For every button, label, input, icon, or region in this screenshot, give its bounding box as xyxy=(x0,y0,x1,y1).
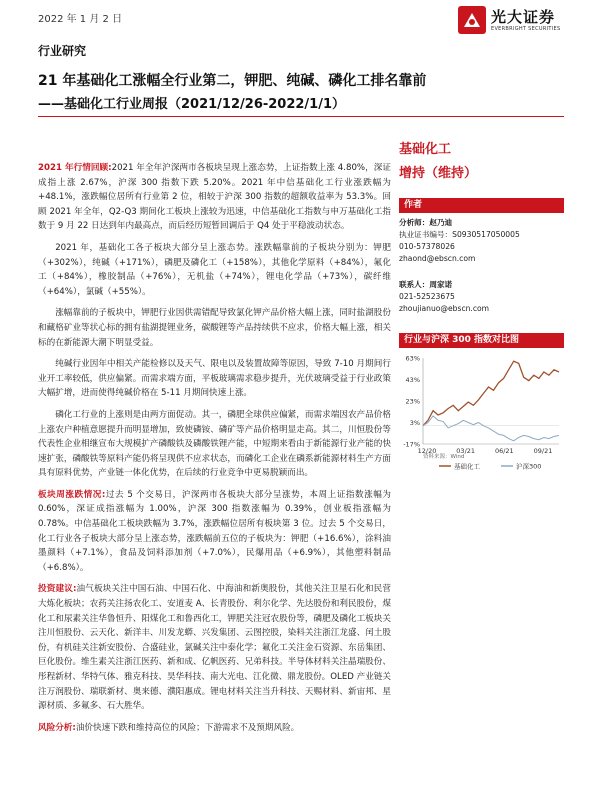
text-investment: 油气板块关注中国石油、中国石化、中海油和新奥股份，其他关注卫星石化和民营大炼化板块；农药关注扬农化工、安道麦 A、长青股份、利尔化学、先达股份和利民股份，煤化工和尿素关注华鲁恒升、阳煤化工和鲁西化工，钾肥关注冠农股份等，磷肥及磷化工板块关注川恒股份、云天化、新洋丰、川发龙蟒、兴发集团、云图控股，染料关注浙江龙盛、闰土股份，有机硅关注新安股份、合盛硅业，氯碱关注中泰化学；氟化工关注金石资源、东岳集团、巨化股份。维生素关注浙江医药、新和成、亿帆医药、兄弟科技。半导体材料关注晶瑞股份、彤程新材、华特气体、雅克科技、昊华科技、南大光电、江化微、鼎龙股份。OLED 产业链关注万润股份、瑞联新材、奥来德、濮阳惠成。锂电材料关注当升科技、天赐材料、新宙邦、星源材质、多氟多、石大胜华。 xyxy=(38,584,392,712)
para-phosphorus: 磷化工行业的上涨则是由两方面促动。其一，磷肥全球供应偏紧，而需求端因农产品价格上涨农户种植意愿提升而明显增加，致使磷铵、磷矿等产品价格明显走高。其二，川恒股份等代表性企业相继宣布大规模扩产磷酸铁及磷酸铁锂产能，中短期来看由于新能源行业产能的快速扩张，磷酸铁等原料产能仍将呈现供不应求状态，而磷化工企业在磷系新能源材料生产方面具有原料优势，产业链一体化优势，在后续的行业竞争中更易脱颖而出。 xyxy=(38,409,391,479)
legend-label-0: 基础化工 xyxy=(454,462,480,471)
text-weekly: 过去 5 个交易日，沪深两市各板块大部分呈涨势，本周上证指数涨幅为 0.60%，深证成指涨幅为 1.00%，沪深 300 指数涨幅为 0.39%，创业板指涨幅为 0.78%。中信基础化工板块跌幅为 3.7%，涨跌幅位居所有板块第 3 位。过去 5 个交易日，化工行业各子板块大部分呈上涨态势，涨跌幅前五位的子板块为：钾肥（+16.6%），涂料油墨颜料（+7.1%），食品及饲料添加剂（+7.0%），民爆用品（+6.9%），其他塑料制品（+6.8%）。 xyxy=(38,489,392,573)
logo-name-en: EVERBRIGHT SECURITIES xyxy=(491,26,561,32)
report-category: 行业研究 xyxy=(38,44,87,58)
lead-risk: 风险分析: xyxy=(38,722,76,733)
comparison-chart xyxy=(399,352,564,472)
report-title: 21 年基础化工涨幅全行业第二，钾肥、纯碱、磷化工排名靠前 xyxy=(38,73,427,89)
report-subtitle: ——基础化工行业周报（2021/12/26-2022/1/1） xyxy=(38,97,346,112)
x-tick-label: 12/20 xyxy=(417,447,437,455)
text-annual-review: 2021 年全年沪深两市各板块呈现上涨态势，上证指数上涨 4.80%，深证成指上涨 2.67%，沪深 300 指数下跌 5.20%。2021 年中信基础化工行业涨跌幅为+48.1%，涨跌幅位居所有行业第 2 位，相较于沪深 300 指数的超额收益率为 53.3%。回顾 2021 年全年，Q2-Q3 期间化工板块上涨较为迅速，中信基础化工指数与申万基础化工指数于 9 月 22 日达到年内最高点，而后经历短暂回调后于 Q4 处于平稳波动状态。 xyxy=(38,163,391,232)
sidebar xyxy=(399,140,564,472)
x-tick-label: 03/21 xyxy=(456,447,476,455)
contact-name: 联系人：周家诺 xyxy=(399,280,453,289)
brand-logo xyxy=(458,4,588,38)
lead-weekly: 板块周涨跌情况: xyxy=(38,489,106,500)
lead-annual-review: 2021 年行情回顾: xyxy=(38,163,112,173)
y-tick-label: 63% xyxy=(405,354,420,363)
legend-label-1: 沪深300 xyxy=(516,462,542,471)
para-risk xyxy=(38,721,391,736)
analyst-email[interactable]: zhaond@ebscn.com xyxy=(399,254,476,263)
para-soda-ash: 纯碱行业因年中相关产能检修以及天气、限电以及装置故障等原因，导致 7-10 月期间行业开工率较低，供应偏紧。而需求端方面，平板玻璃需求稳步提升，光伏玻璃受益于行业政策大幅扩增，进而使得纯碱价格在 5-11 月期间快速上涨。 xyxy=(38,359,391,399)
report-date: 2022 年 1 月 2 日 xyxy=(38,14,123,25)
x-tick-label: 06/21 xyxy=(494,447,514,455)
para-subsector-gains: 2021 年，基础化工各子板块大部分呈上涨态势。涨跌幅靠前的子板块分别为：钾肥（+302%），纯碱（+171%），磷肥及磷化工（+158%），其他化学原料（+84%），氟化工（+84%），橡胶制品（+76%），无机盐（+74%），锂电化学品（+73%），碳纤维（+64%），氯碱（+55%）。 xyxy=(38,242,391,297)
author-section-bar: 作者 xyxy=(399,198,564,213)
chart-title-bar: 行业与沪深 300 指数对比图 xyxy=(399,333,564,348)
report-body xyxy=(38,161,391,742)
chart-source: 资料来源：Wind xyxy=(423,454,465,460)
y-tick-label: 3% xyxy=(409,419,420,427)
series-line-1 xyxy=(423,416,559,441)
logo-mark-icon xyxy=(458,6,486,34)
y-tick-label: 43% xyxy=(405,376,420,384)
series-line-0 xyxy=(423,361,559,426)
lead-investment: 投资建议: xyxy=(38,584,77,595)
analyst-phone: 010-57378026 xyxy=(399,242,455,251)
author-info xyxy=(399,217,564,315)
sector-name: 基础化工 xyxy=(399,142,452,157)
para-annual-review xyxy=(38,161,391,234)
contact-phone: 021-52523675 xyxy=(399,292,455,301)
chart-svg xyxy=(399,352,564,472)
para-potash: 涨幅靠前的子板块中，钾肥行业因供需错配导致氯化钾产品价格大幅上涨，同时盐湖股份和藏格矿业等状心标的拥有盐湖提锂业务，碳酸锂等产品持续供不应求，价格大幅上涨，相关标的在新能源大潮下明显受益。 xyxy=(38,308,391,348)
text-risk: 油价快速下跌和维持高位的风险；下游需求不及预期风险。 xyxy=(75,722,300,733)
analyst-name: 分析师：赵乃迪 xyxy=(399,218,453,227)
x-tick-label: 09/21 xyxy=(533,447,553,455)
para-investment xyxy=(38,582,391,713)
rating: 增持（维持） xyxy=(399,166,478,181)
y-tick-label: -17% xyxy=(403,440,420,449)
para-weekly xyxy=(38,488,391,576)
title-divider xyxy=(38,116,564,117)
y-tick-label: 23% xyxy=(405,397,420,406)
contact-email[interactable]: zhoujianuo@ebscn.com xyxy=(399,304,490,313)
analyst-cert: 执业证书编号：S0930517050005 xyxy=(399,230,520,239)
logo-name-cn: 光大证券 xyxy=(491,8,556,26)
